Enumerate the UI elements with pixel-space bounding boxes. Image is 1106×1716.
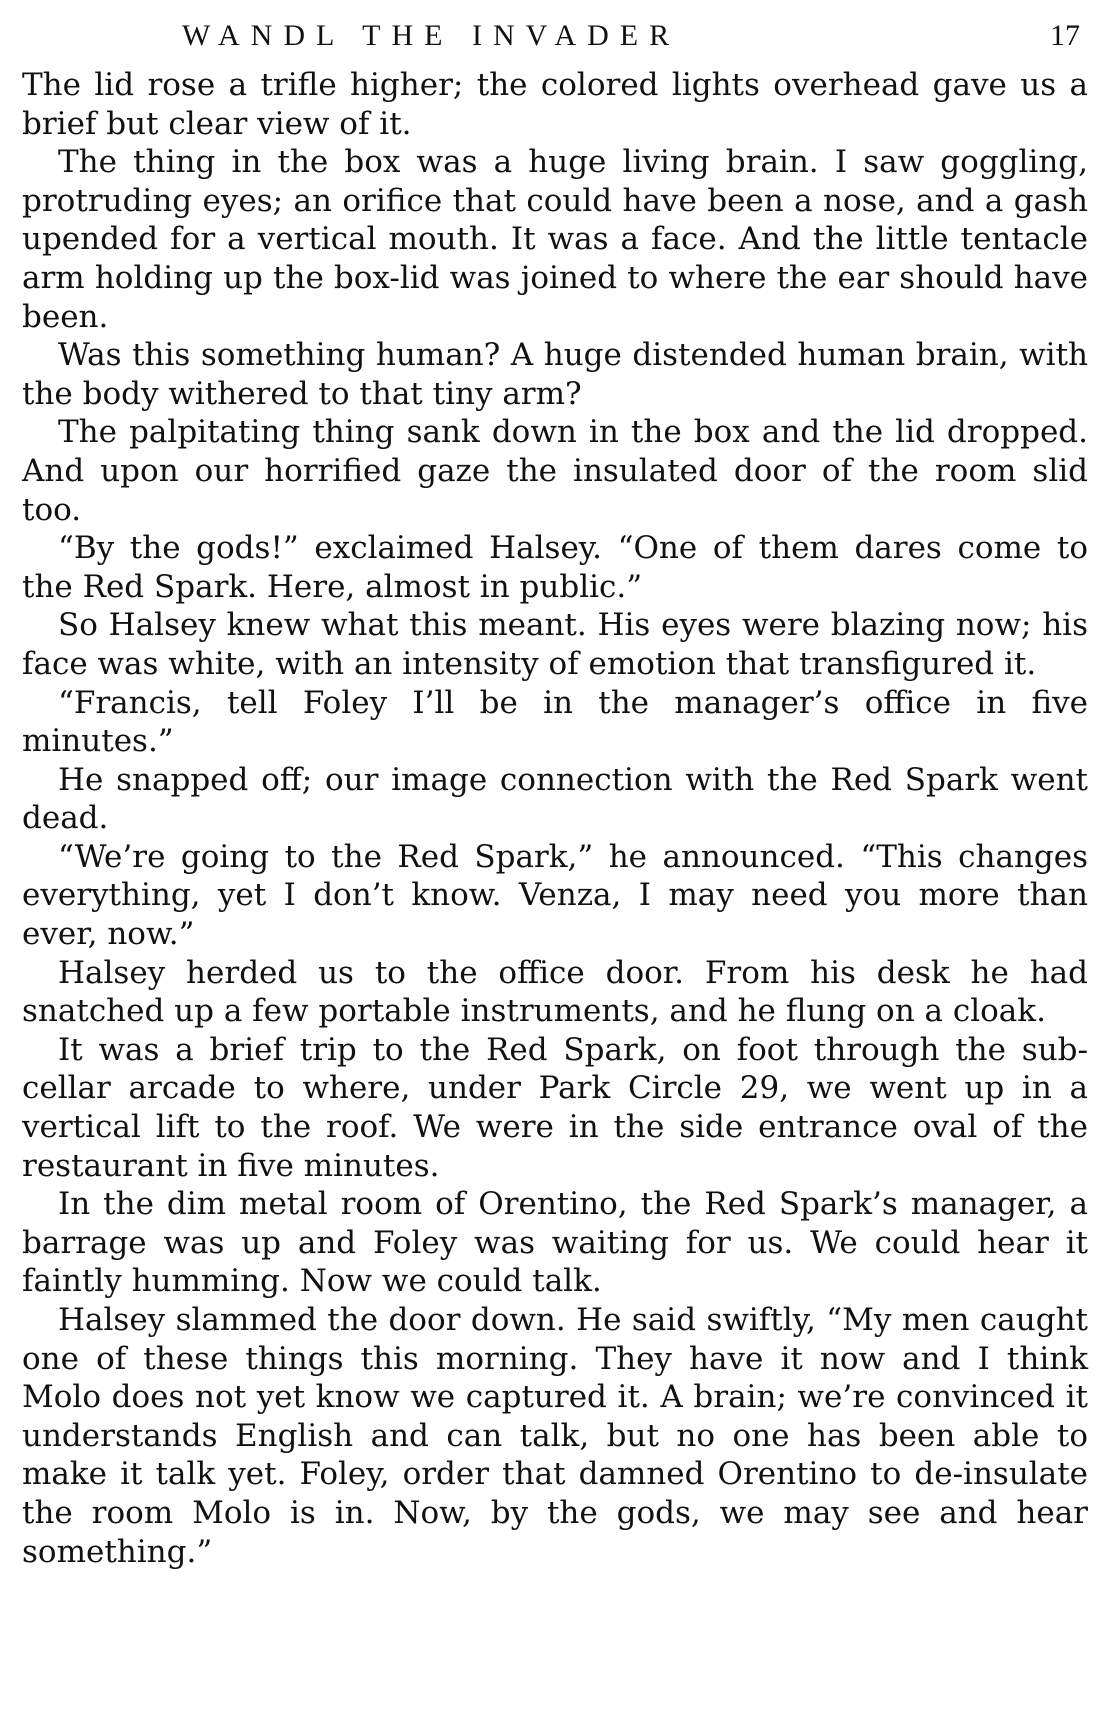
running-head — [22, 12, 1088, 60]
paragraph: The palpitating thing sank down in the box and the lid dropped. And upon our horrified gaze the insulated door of the room slid too. — [22, 414, 1088, 528]
paragraph: It was a brief trip to the Red Spark, on foot through the sub-cellar arcade to where, under Park Circle 29, we went up in a vertical lift to the roof. We were in the side entrance oval of the restaurant in five minutes. — [22, 1031, 1088, 1184]
book-page — [22, 12, 1088, 1702]
paragraph: So Halsey knew what this meant. His eyes were blazing now; his face was white, with an intensity of emotion that transfigured it. — [22, 607, 1088, 682]
paragraph: The lid rose a trifle higher; the colored lights overhead gave us a brief but clear view of it. — [22, 67, 1088, 142]
running-title: WANDL THE INVADER — [182, 19, 681, 52]
paragraph: Halsey herded us to the office door. From his desk he had snatched up a few portable instruments, and he flung on a cloak. — [22, 954, 1088, 1030]
paragraph: He snapped off; our image connection with the Red Spark went dead. — [22, 761, 1088, 837]
paragraph: “By the gods!” exclaimed Halsey. “One of them dares come to the Red Spark. Here, almost in public.” — [22, 530, 1088, 605]
body-text — [22, 66, 1088, 1571]
paragraph: “Francis, tell Foley I’ll be in the manager’s office in five minutes.” — [22, 684, 1088, 760]
paragraph: Halsey slammed the door down. He said swiftly, “My men caught one of these things this morning. They have it now and I think Molo does not yet know we captured it. A brain; we’re convinced it understands English and can talk, but no one has been able to make it talk yet. Foley, order that damned Orentino to de-insulate the room Molo is in. Now, by the gods, we may see and hear something.” — [22, 1302, 1088, 1570]
paragraph: “We’re going to the Red Spark,” he announced. “This changes everything, yet I don’t know. Venza, I may need you more than ever, now.” — [22, 838, 1088, 953]
paragraph: The thing in the box was a huge living brain. I saw goggling, protruding eyes; an orifice that could have been a nose, and a gash upended for a vertical mouth. It was a face. And the little tentacle arm holding up the box-lid was joined to where the ear should have been. — [22, 144, 1088, 335]
paragraph: In the dim metal room of Orentino, the Red Spark’s manager, a barrage was up and Foley was waiting for us. We could hear it faintly humming. Now we could talk. — [22, 1186, 1088, 1300]
page-number: 17 — [1050, 19, 1080, 52]
paragraph: Was this something human? A huge distended human brain, with the body withered to that tiny arm? — [22, 337, 1088, 412]
